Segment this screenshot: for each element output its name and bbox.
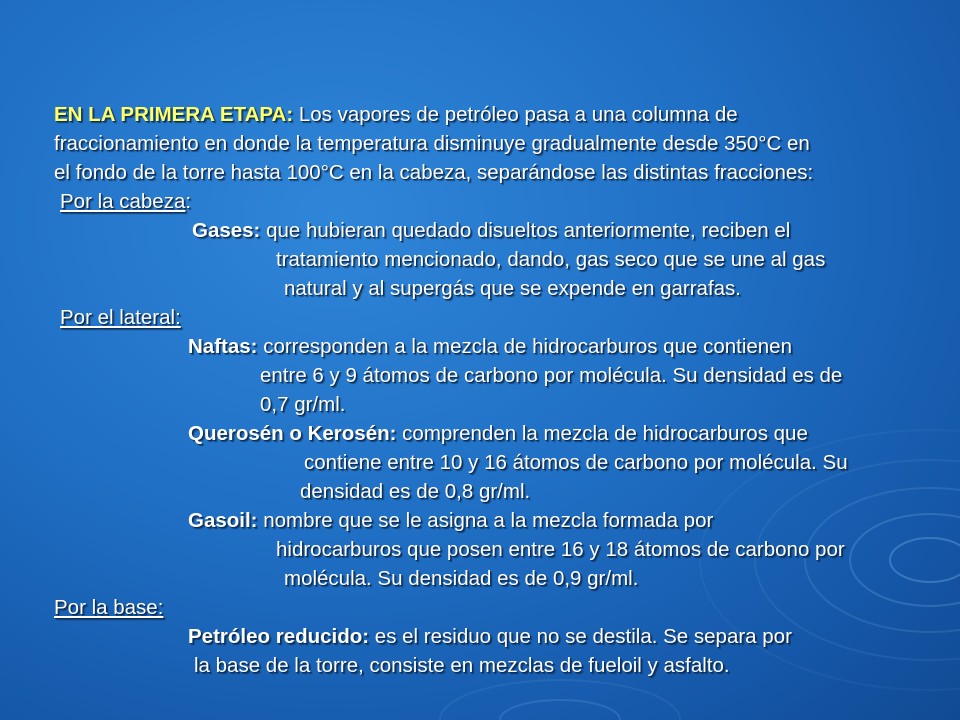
gasoil-line-2: hidrocarburos que posen entre 16 y 18 átomos de carbono por <box>276 538 845 561</box>
stage-heading: EN LA PRIMERA ETAPA <box>54 103 287 126</box>
queroseno-line-2: contiene entre 10 y 16 átomos de carbono por molécula. Su <box>304 451 848 474</box>
petroleo-line-1: Petróleo reducido: es el residuo que no se destila. Se separa por <box>188 625 792 648</box>
queroseno-line-1: Querosén o Kerosén: comprenden la mezcla de hidrocarburos que <box>188 422 808 445</box>
naftas-line-3: 0,7 gr/ml. <box>260 393 346 416</box>
queroseno-term: Querosén o Kerosén: <box>188 422 397 445</box>
petroleo-term: Petróleo reducido: <box>188 625 370 648</box>
naftas-term: Naftas: <box>188 335 258 358</box>
intro-line-1: EN LA PRIMERA ETAPA: Los vapores de petróleo pasa a una columna de <box>54 103 738 126</box>
naftas-line-2: entre 6 y 9 átomos de carbono por molécula. Su densidad es de <box>260 364 843 387</box>
section-cabeza-heading: Por la cabeza: <box>60 190 192 213</box>
section-lateral-heading: Por el lateral: <box>60 306 181 329</box>
section-base-heading: Por la base: <box>54 596 164 619</box>
gases-line-2: tratamiento mencionado, dando, gas seco que se une al gas <box>276 248 826 271</box>
slide-body <box>54 100 954 680</box>
gasoil-line-3: molécula. Su densidad es de 0,9 gr/ml. <box>284 567 639 590</box>
gases-line-1: Gases: que hubieran quedado disueltos anteriormente, reciben el <box>192 219 791 242</box>
intro-text: Los vapores de petróleo pasa a una columna de <box>293 103 738 126</box>
gases-term: Gases: <box>192 219 261 242</box>
gasoil-term: Gasoil: <box>188 509 258 532</box>
naftas-line-1: Naftas: corresponden a la mezcla de hidrocarburos que contienen <box>188 335 792 358</box>
intro-line-2: fraccionamiento en donde la temperatura disminuye gradualmente desde 350°C en <box>54 132 810 155</box>
intro-line-3: el fondo de la torre hasta 100°C en la cabeza, separándose las distintas fracciones: <box>54 161 814 184</box>
gases-line-3: natural y al supergás que se expende en garrafas. <box>284 277 741 300</box>
queroseno-line-3: densidad es de 0,8 gr/ml. <box>300 480 531 503</box>
gasoil-line-1: Gasoil: nombre que se le asigna a la mezcla formada por <box>188 509 714 532</box>
petroleo-line-2: la base de la torre, consiste en mezclas de fueloil y asfalto. <box>194 654 730 677</box>
